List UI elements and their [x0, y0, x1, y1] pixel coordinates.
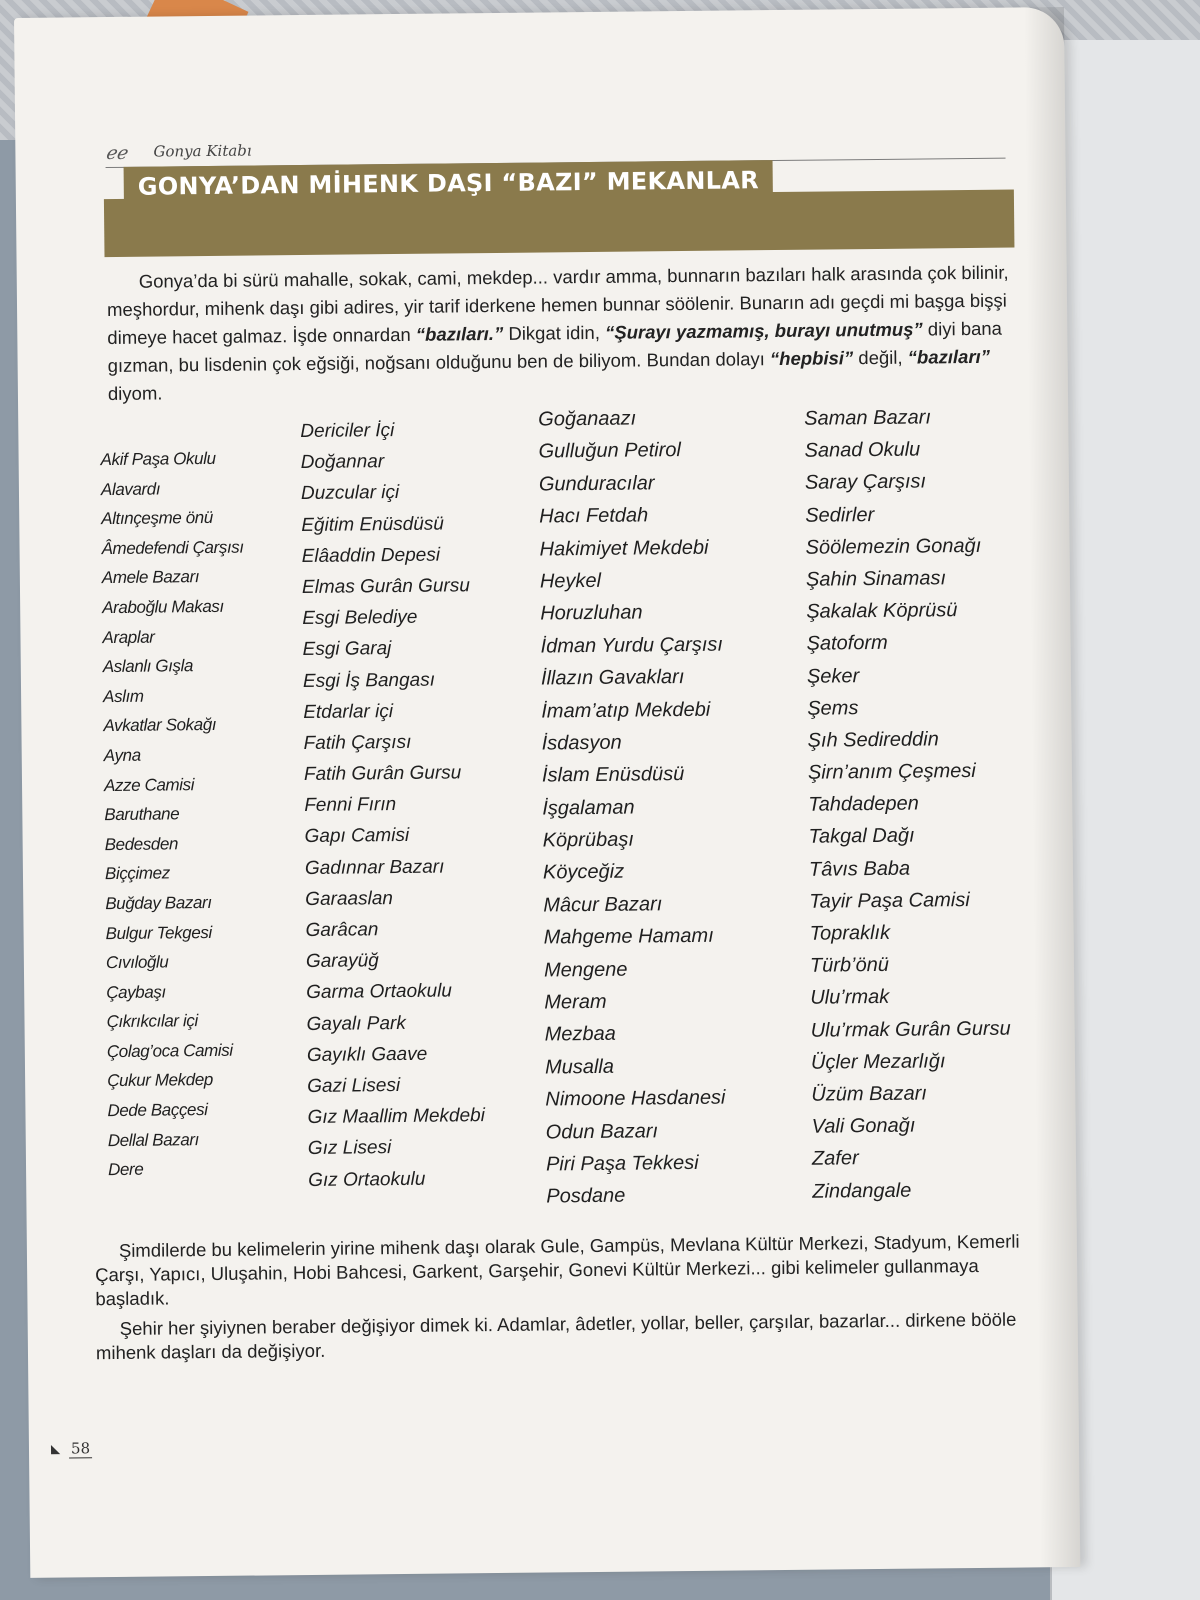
- place-item: Çukur Mekdep: [107, 1070, 213, 1091]
- place-item: Garayüğ: [305, 950, 379, 973]
- place-item: Heykel: [539, 569, 602, 593]
- place-item: Gadınnar Bazarı: [304, 856, 445, 879]
- place-item: Şems: [807, 696, 859, 720]
- place-item: Şıh Sedireddin: [807, 728, 939, 752]
- place-item: Araplar: [102, 627, 155, 647]
- flourish-ornament-icon: ℯℯ: [105, 142, 127, 165]
- place-item: Dere: [107, 1159, 144, 1180]
- place-item: Buğday Bazarı: [105, 892, 212, 913]
- place-item: Söölemezin Gonağı: [805, 534, 982, 559]
- place-item: Garma Ortaokulu: [306, 980, 453, 1004]
- place-item: İllazın Gavakları: [540, 666, 685, 690]
- place-item: Mezbaa: [544, 1023, 616, 1046]
- intro-emphasis: “bazıları”: [907, 345, 991, 368]
- page-number-ornament-icon: ◣: [50, 1441, 61, 1456]
- place-item: Amele Bazarı: [101, 567, 200, 588]
- place-item: Saray Çarşısı: [804, 470, 927, 495]
- intro-emphasis: “bazıları.”: [415, 322, 504, 345]
- place-item: Türb’önü: [809, 954, 890, 977]
- intro-paragraph: [107, 258, 1018, 408]
- place-item: Araboğlu Makası: [102, 596, 224, 618]
- place-item: Avkatlar Sokağı: [103, 715, 217, 736]
- place-item: Gız Ortaokulu: [308, 1168, 426, 1191]
- place-item: Fenni Fırın: [304, 794, 397, 817]
- place-item: Elmas Gurân Gursu: [301, 575, 470, 598]
- place-item: Odun Bazarı: [545, 1119, 659, 1144]
- place-item: Tahdadepen: [808, 792, 919, 816]
- place-item: Akif Paşa Okulu: [100, 448, 216, 470]
- place-item: Aslım: [103, 686, 144, 706]
- intro-text: diyom.: [107, 381, 163, 404]
- place-item: Üzüm Bazarı: [811, 1082, 928, 1106]
- place-item: Duzcular içi: [300, 482, 400, 505]
- place-item: Aslanlı Gışla: [102, 656, 194, 677]
- place-item: Şeker: [806, 664, 860, 688]
- place-item: Fatih Çarşısı: [303, 731, 412, 754]
- place-item: Posdane: [546, 1185, 626, 1208]
- intro-text: Gonya’da bi sürü mahalle, sokak, cami, mekdep... vardır amma, bunnarın bazıları halk arasında çok bilinir, meşhordur, mihenk daşı gibi adires, yir tarif iderkene hemen bunnar söölenir. Bunarın adı geçdi mi başga bişşi dimeye hacet galmaz. İşde onnardan: [106, 261, 1009, 348]
- place-item: Piri Paşa Tekkesi: [545, 1151, 699, 1176]
- place-item: İmam’atıp Mekdebi: [541, 698, 711, 723]
- place-item: Fatih Gurân Gursu: [303, 762, 462, 786]
- place-item: Esgi Garaj: [302, 638, 392, 661]
- place-item: Sanad Okulu: [804, 438, 921, 462]
- place-item: Nimoone Hasdanesi: [545, 1086, 726, 1111]
- place-item: Şahin Sinaması: [805, 567, 947, 591]
- place-item: Köyceğiz: [542, 861, 625, 884]
- book-title: Gonya Kitabı: [153, 141, 252, 161]
- places-column-3: [538, 403, 729, 1215]
- place-item: İslam Enüsdüsü: [541, 763, 685, 787]
- place-item: Şirn’anım Çeşmesi: [807, 760, 976, 784]
- section-title: GONYA’DAN MİHENK DAŞI “BAZI” MEKANLAR: [124, 160, 774, 205]
- place-item: İşgalaman: [542, 796, 635, 820]
- place-item: Vali Gonağı: [811, 1114, 916, 1138]
- place-item: Mengene: [543, 958, 628, 982]
- place-item: İdman Yurdu Çarşısı: [540, 633, 724, 658]
- place-item: Dellal Bazarı: [107, 1129, 200, 1150]
- place-item: Âmedefendi Çarşısı: [101, 537, 244, 558]
- place-item: Gayıklı Gaave: [306, 1043, 428, 1066]
- place-item: Çaybaşı: [106, 982, 166, 1002]
- place-item: Esgi Belediye: [302, 606, 418, 630]
- place-item: Gunduracılar: [538, 472, 655, 496]
- place-item: Musalla: [544, 1055, 615, 1079]
- intro-text: diyi bana gızman, bu lisdenin çok eğsiği, noğsanı olduğunu ben de biliyom. Bundan dolayı: [107, 317, 1003, 376]
- place-item: İsdasyon: [541, 731, 622, 755]
- place-item: Gayalı Park: [306, 1012, 406, 1035]
- place-item: Hacı Fetdah: [539, 504, 649, 528]
- place-item: Esgi İş Bangası: [302, 669, 436, 692]
- closing-paragraph: Şehir her şiyiynen beraber değişiyor dimek ki. Adamlar, âdetler, yollar, beller, çarşılar, bazarlar... dirkene bööle mihenk daşları da değişiyor.: [95, 1308, 1017, 1364]
- place-item: Saman Bazarı: [804, 406, 932, 430]
- place-item: Gazi Lisesi: [307, 1074, 401, 1097]
- places-column-1: [100, 444, 250, 1185]
- place-item: Azze Camisi: [103, 774, 195, 795]
- closing-paragraph: Şimdilerde bu kelimelerin yirine mihenk daşı olarak Gule, Gampüs, Mevlana Kültür Merkezi, Stadyum, Kemerli Çarşı, Yapıcı, Uluşahin, Hobi Bahcesi, Garkent, Garşehir, Gonevi Kültür Merkezi... gibi kelimeler gullanmaya başladık.: [95, 1230, 1020, 1310]
- closing-text: [95, 1229, 1026, 1371]
- place-item: Meram: [544, 990, 607, 1014]
- place-item: Elâaddin Depesi: [301, 544, 441, 567]
- place-item: Köprübaşı: [542, 828, 634, 852]
- place-item: Baruthane: [104, 804, 180, 825]
- place-item: Altınçeşme önü: [101, 508, 213, 529]
- place-item: Mâcur Bazarı: [543, 893, 663, 917]
- place-item: Bedesden: [104, 834, 179, 854]
- place-item: Topraklık: [809, 921, 891, 945]
- place-item: Zafer: [811, 1147, 859, 1171]
- place-item: Bulgur Tekgesi: [105, 922, 212, 943]
- place-item: Hakimiyet Mekdebi: [539, 536, 709, 561]
- place-item: Cıvıloğlu: [105, 952, 169, 973]
- place-item: Doğannar: [300, 451, 385, 474]
- place-item: Garâcan: [305, 919, 379, 941]
- intro-emphasis: “Şurayı yazmamış, burayı unutmuş”: [604, 318, 923, 343]
- place-item: Sedirler: [805, 503, 875, 527]
- place-item: Şakalak Köprüsü: [806, 599, 958, 623]
- place-item: Çolag’oca Camisi: [106, 1040, 233, 1061]
- place-item: Garaaslan: [305, 887, 394, 910]
- place-item: Zindangale: [812, 1179, 912, 1203]
- page-number: 58: [69, 1439, 92, 1458]
- place-item: Eğitim Enüsdüsü: [301, 513, 445, 536]
- intro-emphasis: “hepbisi”: [769, 346, 854, 369]
- place-item: Gız Lisesi: [307, 1137, 392, 1160]
- place-item: Etdarlar içi: [303, 700, 394, 723]
- place-item: Takgal Dağı: [808, 825, 915, 849]
- place-item: Biççimez: [104, 863, 170, 884]
- place-item: Gapı Camisi: [304, 825, 410, 848]
- place-item: Tayir Paşa Camisi: [809, 888, 970, 913]
- place-item: Ulu’rmak: [810, 986, 890, 1010]
- place-item: Dede Baççesi: [107, 1100, 208, 1121]
- place-item: Üçler Mezarlığı: [810, 1050, 946, 1074]
- place-item: Horuzluhan: [540, 601, 643, 625]
- places-column-2: [300, 415, 486, 1197]
- place-item: Gız Maallim Mekdebi: [307, 1105, 486, 1129]
- place-item: Mahgeme Hamamı: [543, 924, 714, 949]
- place-item: Çıkrıkcılar içi: [106, 1011, 198, 1032]
- intro-text: Dikgat idin,: [503, 321, 606, 344]
- place-item: Şatoform: [806, 632, 888, 656]
- section-title-bar: [103, 150, 1014, 260]
- place-item: Tâvıs Baba: [808, 857, 911, 881]
- place-item: Gulluğun Petirol: [538, 439, 681, 463]
- place-item: Dericiler İçi: [300, 420, 395, 443]
- place-item: Ayna: [103, 745, 141, 766]
- place-item: Goğanaazı: [538, 407, 637, 431]
- place-item: Alavardı: [100, 479, 161, 499]
- intro-text: değil,: [853, 346, 908, 368]
- places-column-4: [804, 402, 1012, 1209]
- place-item: Ulu’rmak Gurân Gursu: [810, 1017, 1011, 1042]
- book-page: [14, 7, 1080, 1578]
